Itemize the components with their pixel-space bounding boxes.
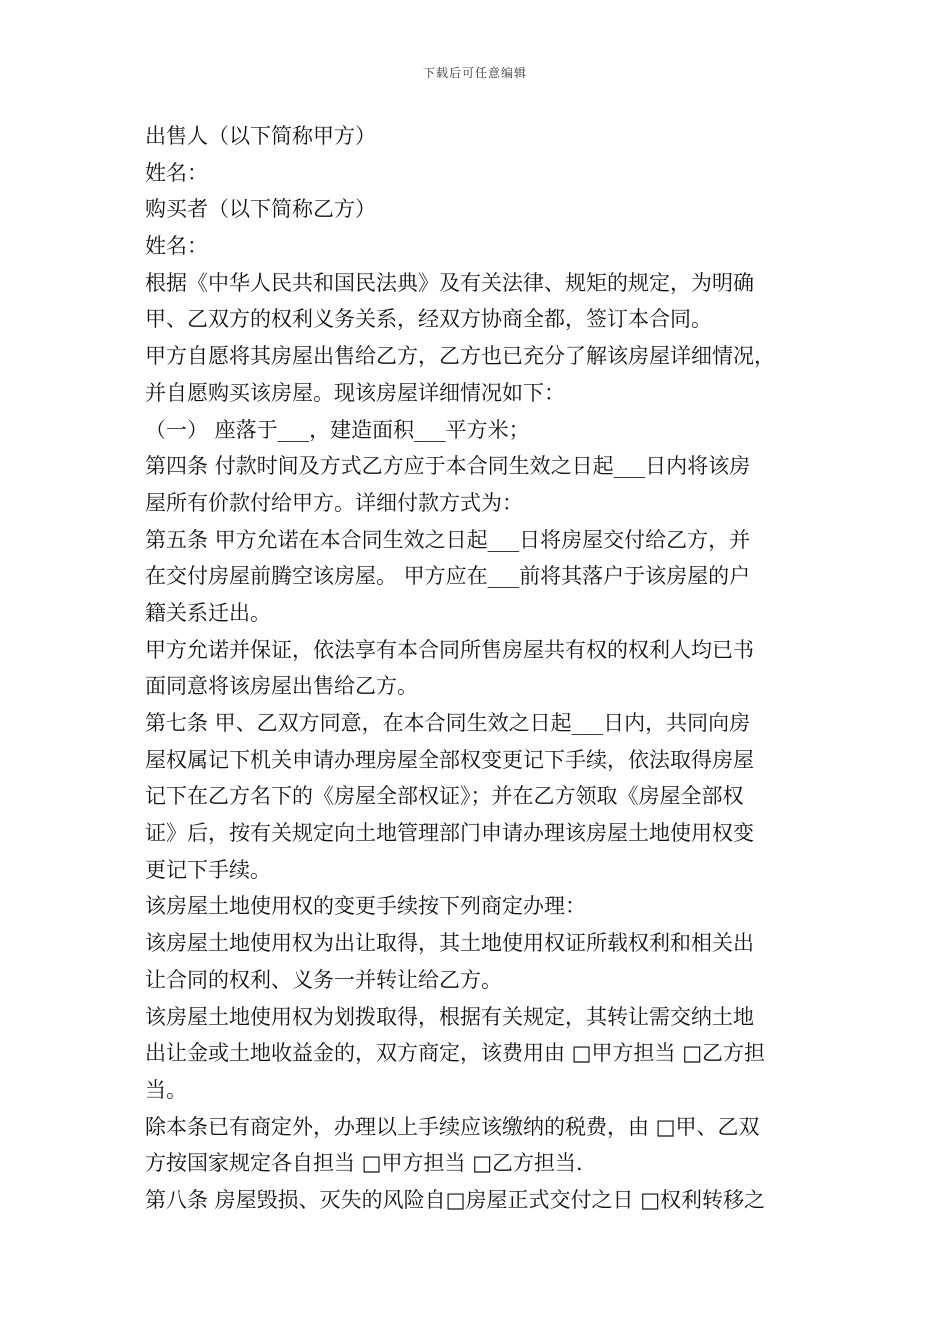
- text-line: （一） 座落于___，建造面积___平方米；: [145, 417, 530, 442]
- text-line: 第四条 付款时间及方式乙方应于本合同生效之日起___日内将该房: [145, 454, 751, 479]
- text-line: 在交付房屋前腾空该房屋。 甲方应在___前将其落户于该房屋的户: [145, 564, 751, 589]
- text-line: 第八条 房屋毁损、灭失的风险自□房屋正式交付之日 □权利转移之: [145, 1187, 766, 1212]
- text-line: 证》后，按有关规定向土地管理部门申请办理该房屋土地使用权变: [145, 821, 754, 846]
- text-line: 该房屋土地使用权为划拨取得，根据有关规定，其转让需交纳土地: [145, 1004, 754, 1029]
- text-line: 方按国家规定各自担当 □甲方担当 □乙方担当．: [145, 1151, 598, 1176]
- text-line: 甲方允诺并保证，依法享有本合同所售房屋共有权的权利人均已书: [145, 637, 754, 662]
- text-line: 让合同的权利、义务一并转让给乙方。: [145, 967, 502, 992]
- text-line: 根据《中华人民共和国民法典》及有关法律、规矩的规定，为明确: [145, 270, 754, 295]
- text-line: 并自愿购买该房屋。现该房屋详细情况如下：: [145, 380, 565, 405]
- text-line: 更记下手续。: [145, 857, 271, 882]
- text-line: 面同意将该房屋出售给乙方。: [145, 674, 418, 699]
- text-line: 记下在乙方名下的《房屋全部权证》；并在乙方领取《房屋全部权: [145, 784, 744, 809]
- text-line: 屋权属记下机关申请办理房屋全部权变更记下手续，依法取得房屋: [145, 747, 754, 772]
- document-body: [145, 118, 815, 1219]
- text-line: 出让金或土地收益金的，双方商定，该费用由 □甲方担当 □乙方担: [145, 1041, 766, 1066]
- text-line: 姓名：: [145, 234, 208, 259]
- text-line: 除本条已有商定外，办理以上手续应该缴纳的税费，由 □甲、乙双: [145, 1114, 760, 1139]
- text-line: 购买者（以下简称乙方）: [145, 197, 376, 222]
- text-line: 姓名：: [145, 160, 208, 185]
- text-line: 出售人（以下简称甲方）: [145, 124, 376, 148]
- text-line: 甲、乙双方的权利义务关系，经双方协商全都，签订本合同。: [145, 307, 712, 332]
- text-line: 该房屋土地使用权为出让取得，其土地使用权证所载权利和相关出: [145, 931, 754, 956]
- page-header-note: 下载后可任意编辑: [422, 66, 527, 80]
- text-line: 屋所有价款付给甲方。详细付款方式为：: [145, 490, 523, 515]
- text-line: 甲方自愿将其房屋出售给乙方，乙方也已充分了解该房屋详细情况，: [145, 344, 775, 369]
- text-line: 籍关系迁出。: [145, 600, 271, 625]
- text-line: 当。: [145, 1077, 187, 1102]
- text-line: 该房屋土地使用权的变更手续按下列商定办理：: [145, 894, 586, 919]
- text-line: 第七条 甲、乙双方同意，在本合同生效之日起___日内，共同向房: [145, 711, 751, 735]
- text-line: 第五条 甲方允诺在本合同生效之日起___日将房屋交付给乙方，并: [145, 527, 751, 552]
